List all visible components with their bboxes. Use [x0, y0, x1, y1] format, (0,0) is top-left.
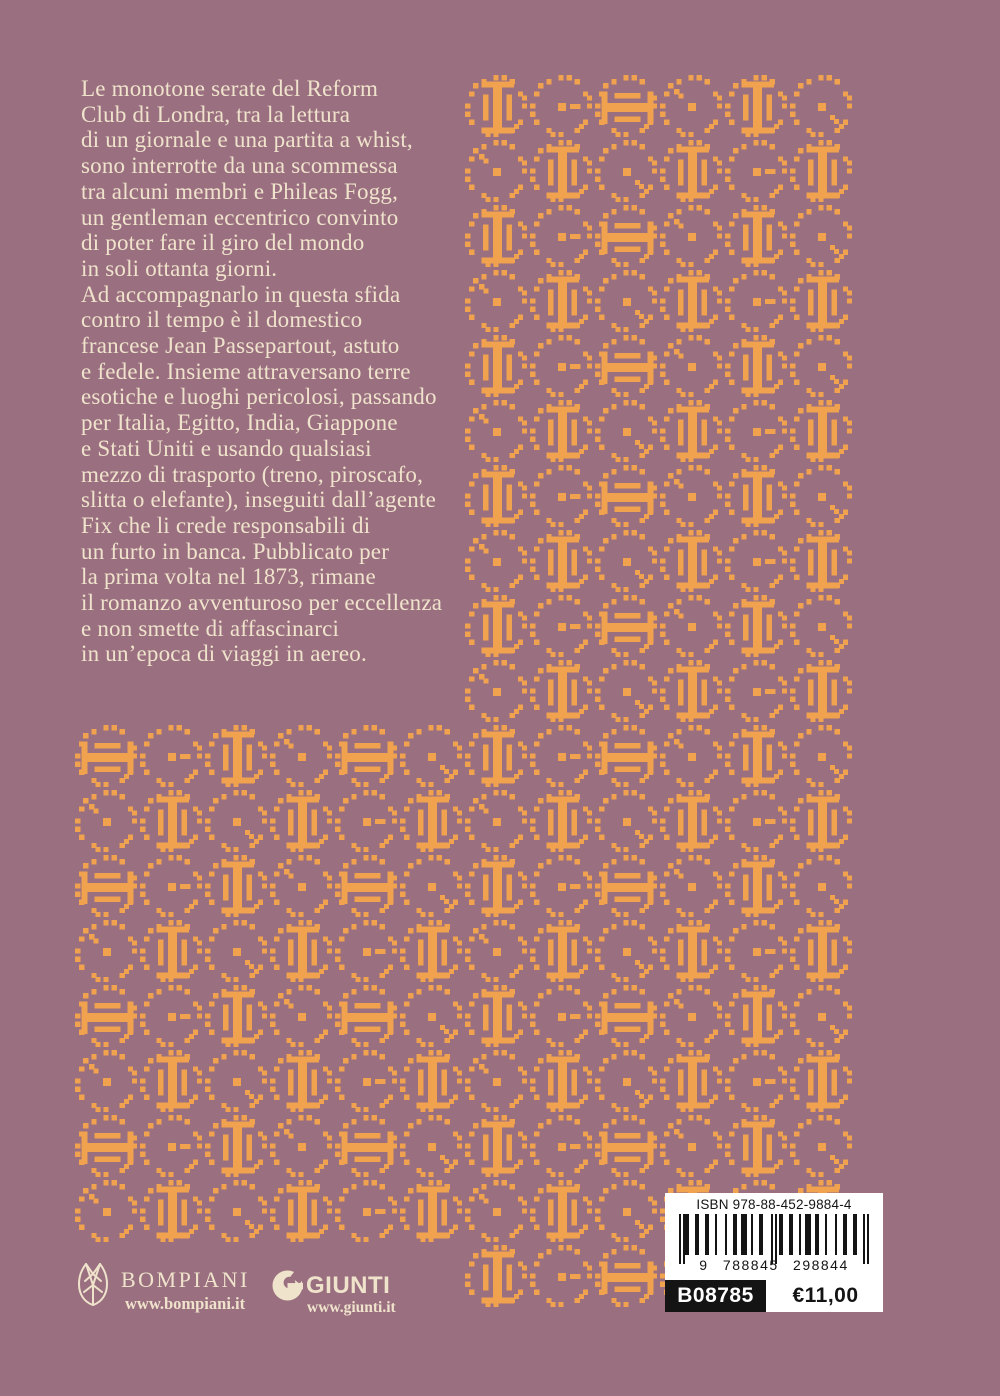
blurb-line: slitta o elefante), inseguiti dall’agente: [81, 487, 436, 513]
giunti-url: www.giunti.it: [307, 1299, 396, 1316]
pixel-clock-pattern: [75, 75, 855, 1310]
barcode-digits: 9 788845 298844: [699, 1257, 849, 1273]
blurb-line: esotiche e luoghi pericolosi, passando: [81, 384, 437, 410]
giunti-logo: [272, 1270, 396, 1317]
blurb-line: di poter fare il giro del mondo: [81, 230, 365, 256]
blurb-line: Le monotone serate del Reform: [81, 76, 379, 101]
blurb-line: il romanzo avventuroso per eccellenza: [81, 590, 443, 616]
bompiani-flower-icon: [73, 1259, 113, 1309]
edition-code-badge: B08785: [665, 1280, 766, 1312]
blurb-line: per Italia, Egitto, India, Giappone: [81, 410, 398, 436]
blurb-line: un gentleman eccentrico convinto: [81, 204, 399, 230]
blurb-line: sono interrotte da una scommessa: [81, 153, 398, 179]
blurb-line: in soli ottanta giorni.: [81, 255, 278, 281]
blurb-line: francese Jean Passepartout, astuto: [81, 333, 400, 359]
blurb-line: un furto in banca. Pubblicato per: [81, 538, 390, 564]
bompiani-wordmark: BOMPIANI: [121, 1267, 250, 1292]
blurb-line: Club di Londra, tra la lettura: [81, 101, 351, 127]
blurb-line: mezzo di trasporto (treno, piroscafo,: [81, 461, 424, 487]
bompiani-url: www.bompiani.it: [125, 1294, 246, 1313]
blurb-line: Fix che li crede responsabili di: [81, 512, 371, 538]
blurb-line: e non smette di affascinarci: [81, 615, 340, 641]
blurb-line: di un giornale e una partita a whist,: [81, 127, 413, 153]
blurb-line: la prima volta nel 1873, rimane: [81, 564, 376, 590]
bompiani-text: [121, 1259, 250, 1314]
blurb-line: Ad accompagnarlo in questa sfida: [81, 281, 401, 307]
giunti-g-icon: [272, 1270, 303, 1301]
barcode-panel: [665, 1193, 883, 1312]
blurb-line: contro il tempo è il domestico: [81, 307, 363, 333]
giunti-wordmark: GIUNTI: [306, 1271, 391, 1299]
barcode-top: [665, 1193, 883, 1278]
bompiani-logo: [73, 1259, 250, 1314]
blurb-line: in un’epoca di viaggi in aereo.: [81, 641, 367, 667]
blurb-line: e fedele. Insieme attraversano terre: [81, 358, 411, 384]
price-label: €11,00: [768, 1280, 883, 1312]
isbn-label: ISBN 978-88-452-9884-4: [696, 1197, 852, 1212]
blurb-line: tra alcuni membri e Phileas Fogg,: [81, 178, 399, 204]
blurb-line: e Stati Uniti e usando qualsiasi: [81, 435, 372, 461]
barcode-bottom: [665, 1280, 883, 1312]
